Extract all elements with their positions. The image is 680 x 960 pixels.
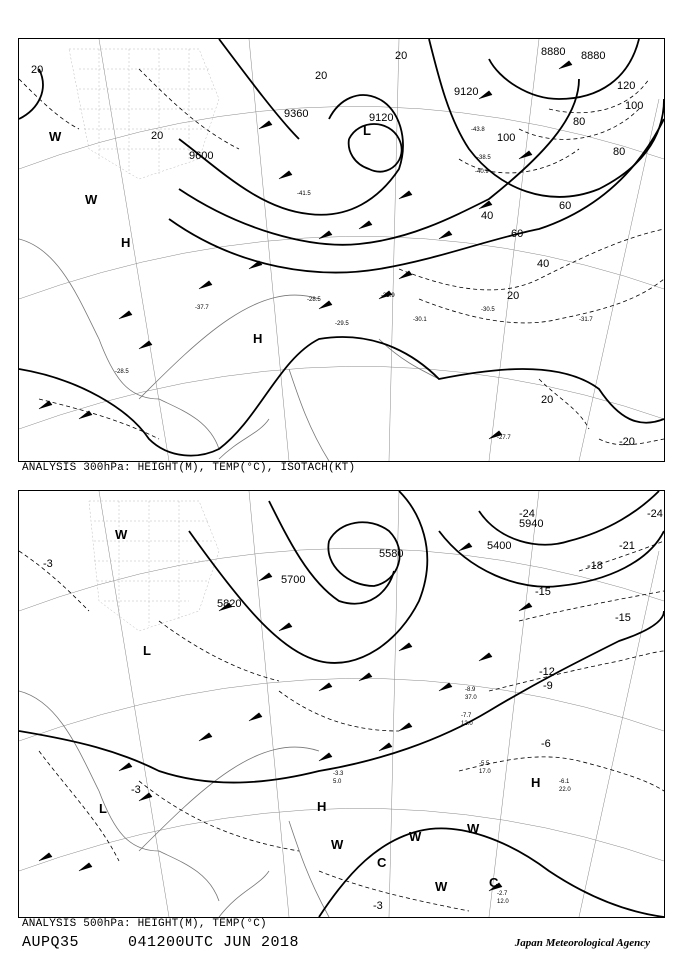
height-label: 9360 (284, 108, 309, 120)
coastline (19, 239, 439, 461)
isotach-label: -20 (619, 436, 635, 448)
hatched-area (89, 501, 219, 631)
station-value: -38.5 (477, 155, 491, 161)
system-marker: W (409, 829, 422, 844)
isotach-label: 40 (537, 258, 550, 270)
agency-name: Japan Meteorological Agency (514, 937, 650, 949)
height-label: 5400 (487, 540, 512, 552)
station-value: -8.9 (465, 687, 476, 693)
temperature-label: -21 (619, 540, 635, 552)
temperature-label: -24 (519, 508, 535, 520)
station-value: -28.5 (307, 297, 321, 303)
isotach-contours (19, 69, 664, 445)
station-value: -6.1 (559, 779, 570, 785)
height-label: 5940 (519, 518, 544, 530)
station-values (333, 687, 571, 905)
temperature-labels (43, 508, 663, 912)
isotach-label: 80 (573, 116, 586, 128)
temperature-label: -15 (535, 586, 551, 598)
height-label: 8880 (541, 46, 566, 58)
isotach-label: 20 (151, 130, 164, 142)
station-value: 17.0 (479, 769, 491, 775)
temperature-label: -6 (541, 738, 551, 750)
temperature-contours (19, 541, 664, 911)
temperature-label: -15 (615, 612, 631, 624)
caption-500hpa: ANALYSIS 500hPa: HEIGHT(M), TEMP(°C) (22, 918, 267, 930)
height-label: 5580 (379, 548, 404, 560)
isotach-label: 60 (559, 200, 572, 212)
station-value: 12.0 (497, 899, 509, 905)
temperature-label: -3 (131, 784, 141, 796)
map-300hpa-canvas (19, 39, 664, 461)
station-value: -30.1 (413, 317, 427, 323)
pressure-systems (99, 527, 540, 894)
chart-code: AUPQ35 (22, 934, 80, 951)
isotach-label: 20 (315, 70, 328, 82)
isotach-label: 60 (511, 228, 524, 240)
system-marker: H (253, 331, 263, 346)
station-value: -2.7 (497, 891, 508, 897)
height-contours (19, 491, 664, 917)
temperature-label: -9 (543, 680, 553, 692)
wind-barbs (39, 543, 532, 891)
height-label: 5820 (217, 598, 242, 610)
system-marker: H (121, 235, 131, 250)
station-value: -27.7 (497, 435, 511, 441)
temperature-label: -24 (647, 508, 663, 520)
station-value: -31.7 (579, 317, 593, 323)
system-marker: W (115, 527, 128, 542)
system-marker: C (489, 875, 499, 890)
station-value: 12.0 (461, 721, 473, 727)
system-marker: W (467, 821, 480, 836)
height-contours (19, 39, 664, 456)
system-marker: H (531, 775, 541, 790)
coastline (19, 691, 329, 917)
station-value: -30.5 (481, 307, 495, 313)
height-label: 9120 (454, 86, 479, 98)
temperature-label: -3 (373, 900, 383, 912)
temperature-label: -18 (587, 560, 603, 572)
system-marker: W (331, 837, 344, 852)
system-marker: W (49, 129, 62, 144)
system-marker: L (143, 643, 151, 658)
temperature-label: -12 (539, 666, 555, 678)
caption-300hpa: ANALYSIS 300hPa: HEIGHT(M), TEMP(°C), ISOTACH(KT) (22, 462, 356, 474)
station-value: 22.0 (559, 787, 571, 793)
height-label: 8880 (581, 50, 606, 62)
system-marker: W (85, 192, 98, 207)
map-500hpa (18, 490, 665, 918)
station-value: -5.5 (479, 761, 490, 767)
height-label: 9120 (369, 112, 394, 124)
map-300hpa (18, 38, 665, 462)
temperature-label: -3 (43, 558, 53, 570)
station-value: -37.7 (195, 305, 209, 311)
station-values (115, 127, 593, 441)
system-marker: L (99, 801, 107, 816)
valid-time: 041200UTC JUN 2018 (128, 934, 300, 951)
map-500hpa-canvas (19, 491, 664, 917)
isotach-label: 100 (625, 100, 644, 112)
isotach-label: 20 (31, 64, 44, 76)
isotach-label: 80 (613, 146, 626, 158)
station-value: 5.0 (333, 779, 342, 785)
height-label: 9600 (189, 150, 214, 162)
station-value: -7.7 (461, 713, 472, 719)
height-labels (217, 518, 543, 610)
station-value: -29.5 (335, 321, 349, 327)
station-value: -28.5 (115, 369, 129, 375)
height-label: 5700 (281, 574, 306, 586)
isotach-label: 20 (507, 290, 520, 302)
station-value: -41.5 (297, 191, 311, 197)
isotach-label: 40 (481, 210, 494, 222)
graticule (19, 491, 664, 917)
isotach-label: 20 (541, 394, 554, 406)
system-marker: C (377, 855, 387, 870)
isotach-label: 100 (497, 132, 516, 144)
system-marker: L (363, 123, 371, 138)
isotach-label: 20 (395, 50, 408, 62)
system-marker: H (317, 799, 327, 814)
system-marker: W (435, 879, 448, 894)
isotach-label: 120 (617, 80, 636, 92)
station-value: -40.9 (475, 169, 489, 175)
station-value: -31.9 (381, 293, 395, 299)
station-value: 37.0 (465, 695, 477, 701)
station-value: -3.3 (333, 771, 344, 777)
station-value: -43.8 (471, 127, 485, 133)
